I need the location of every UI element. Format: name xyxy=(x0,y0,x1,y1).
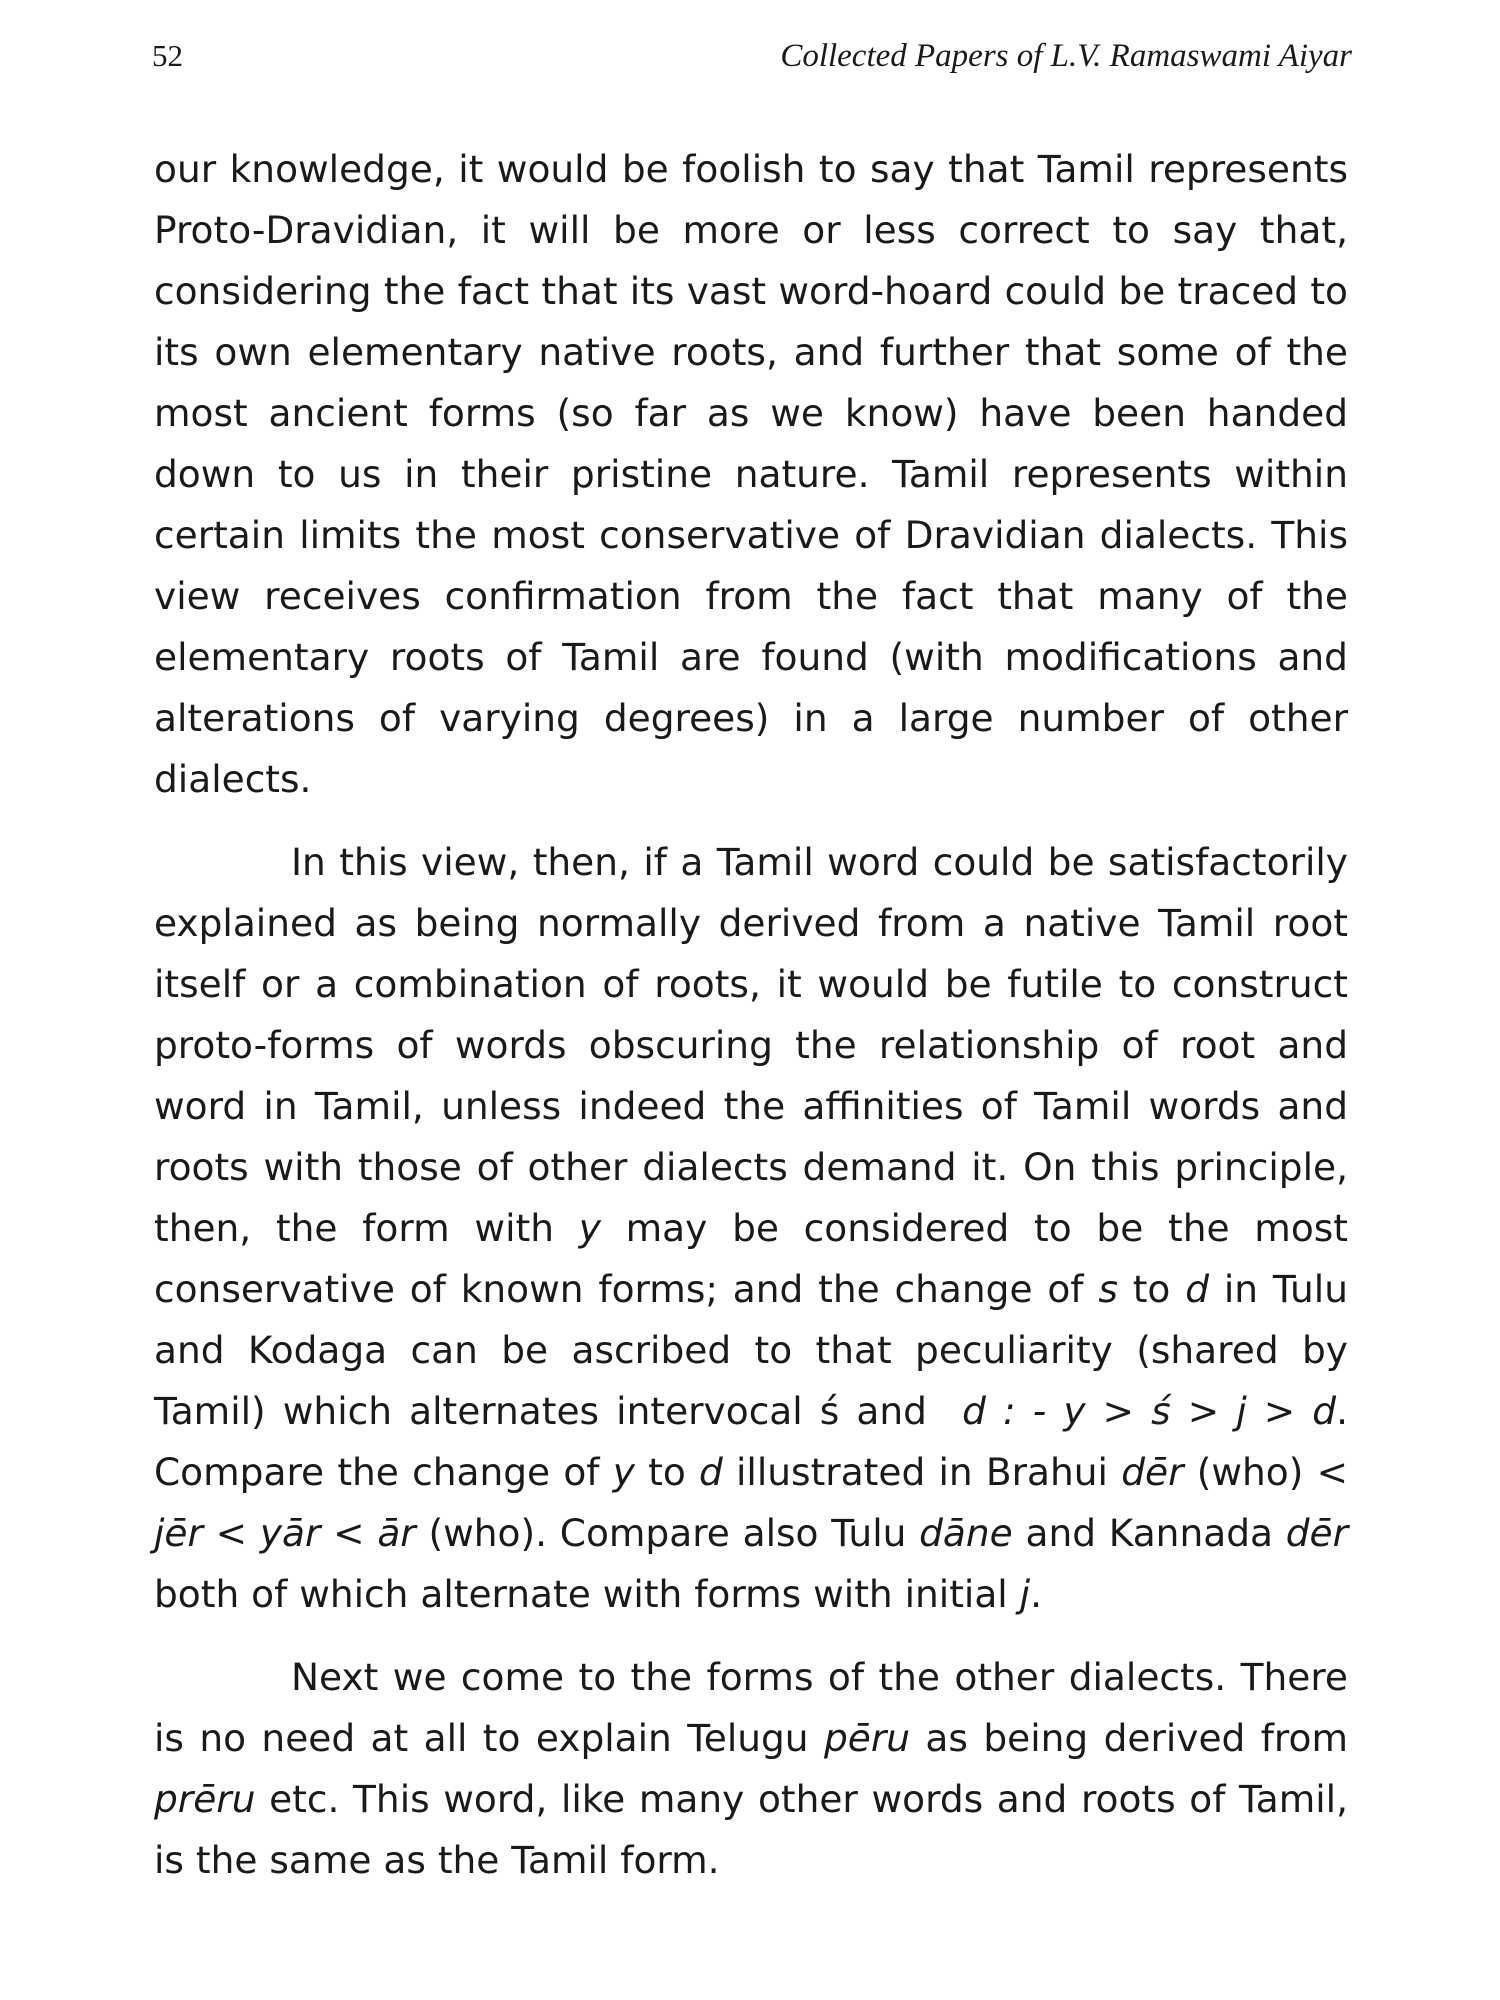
p2-text-12: and Kannada xyxy=(1012,1511,1286,1555)
p3-word-preru: prēru xyxy=(154,1777,256,1821)
p2-text-5: . Compare the change of xyxy=(154,1389,1349,1494)
body-text xyxy=(154,139,1348,1891)
p2-text-10: < xyxy=(320,1511,378,1555)
p2-text-8: (who) < xyxy=(1183,1450,1348,1494)
p2-text-4: in Tulu and Kodaga can be ascribed to that peculiarity (shared by Tamil) which alternates intervocal ś and xyxy=(154,1267,1348,1433)
p2-text-7: illustrated in Brahui xyxy=(722,1450,1122,1494)
p2-word-der-2: dēr xyxy=(1285,1511,1349,1555)
p2-italic-y-2: y xyxy=(612,1450,635,1494)
paragraph-3 xyxy=(154,1647,1348,1891)
p2-text-11: (who). Compare also Tulu xyxy=(415,1511,920,1555)
running-header xyxy=(152,38,1352,88)
p2-word-jer: jēr xyxy=(154,1511,203,1555)
p3-text-2: as being derived from xyxy=(910,1716,1348,1760)
p2-text-1: In this view, then, if a Tamil word could be satisfactorily explained as being normally derived from a native Tamil root itself or a combination of roots, it would be futile to construct proto-forms of words obscuring the relationship of root and word in Tamil, unless indeed the affinities of Tamil words and roots with those of other dialects demand it. On this principle, then, the form with xyxy=(154,840,1348,1250)
page-number: 52 xyxy=(152,38,183,73)
p2-text-3: to xyxy=(1117,1267,1186,1311)
p2-text-9: < xyxy=(202,1511,260,1555)
paragraph-1-text: our knowledge, it would be foolish to say that Tamil represents Proto-Dravidian, it will be more or less correct to say that, considering the fact that its vast word-hoard could be traced to its own elementary native roots, and further that some of the most ancient forms (so far as we know) have been handed down to us in their pristine nature. Tamil represents within certain limits the most conservative of Dravidian dialects. This view receives confirmation from the fact that many of the elementary roots of Tamil are found (with modifications and alterations of varying degrees) in a large number of other dialects. xyxy=(154,147,1348,801)
p2-italic-d-2: d xyxy=(698,1450,723,1494)
paragraph-1 xyxy=(154,139,1348,810)
paragraph-2 xyxy=(154,832,1348,1625)
p3-text-1: Next we come to the forms of the other dialects. There is no need at all to explain Telugu xyxy=(154,1655,1348,1760)
p3-word-peru: pēru xyxy=(823,1716,911,1760)
p2-text-14: . xyxy=(1030,1572,1042,1616)
p3-text-3: etc. This word, like many other words and roots of Tamil, is the same as the Tamil form. xyxy=(154,1777,1348,1882)
p2-italic-y: y xyxy=(578,1206,601,1250)
p2-text-6: to xyxy=(634,1450,699,1494)
p2-word-yar: yār xyxy=(259,1511,321,1555)
p2-word-dane: dāne xyxy=(919,1511,1013,1555)
p2-word-ar: ār xyxy=(377,1511,416,1555)
p2-italic-j: j xyxy=(1019,1572,1031,1616)
p2-text-2: may be considered to be the most conservative of known forms; and the change of xyxy=(154,1206,1349,1311)
book-title: Collected Papers of L.V. Ramaswami Aiyar xyxy=(780,38,1352,74)
p2-italic-s: s xyxy=(1098,1267,1118,1311)
p2-formula: d : - y > ś > j > d xyxy=(962,1389,1337,1433)
p2-text-13: both of which alternate with forms with initial xyxy=(154,1572,1020,1616)
p2-italic-d: d xyxy=(1185,1267,1209,1311)
p2-word-der: dēr xyxy=(1121,1450,1184,1494)
